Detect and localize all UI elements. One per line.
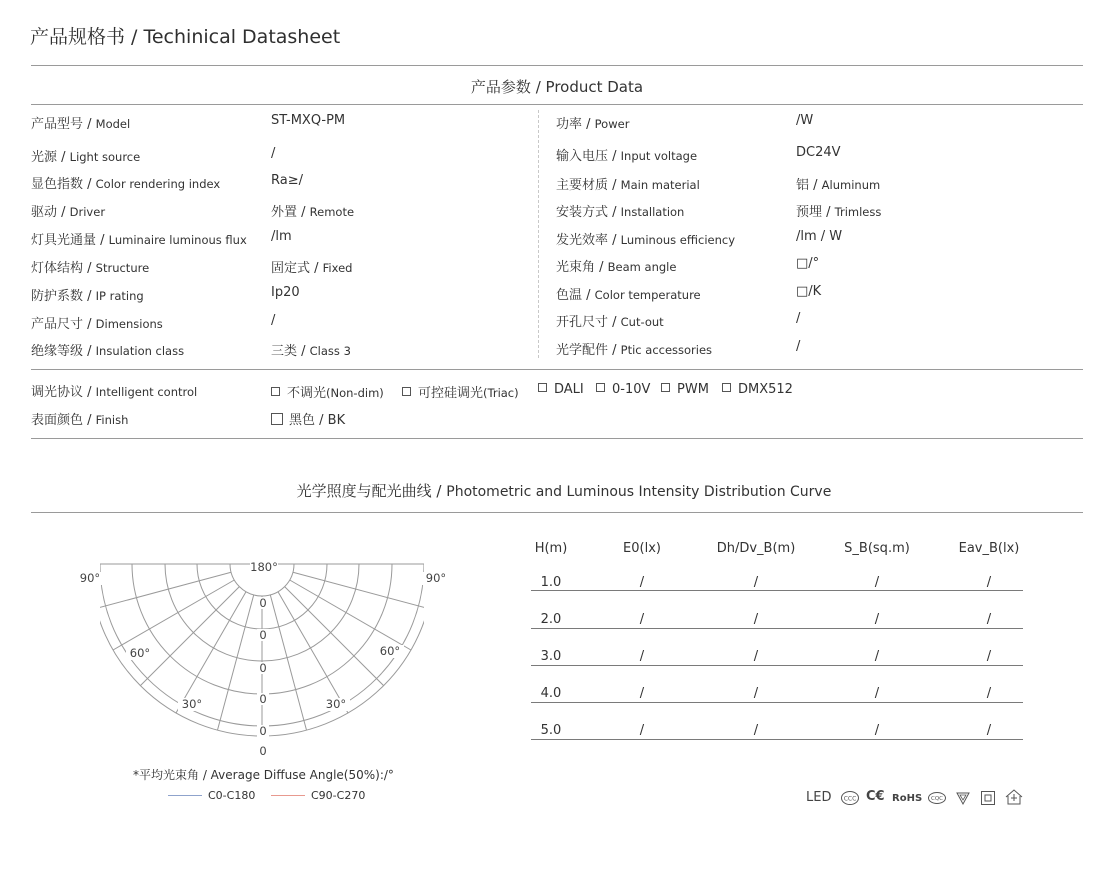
spec-value-en: Remote bbox=[309, 205, 355, 219]
spec-label bbox=[556, 174, 700, 193]
finish-value bbox=[271, 409, 345, 428]
table-cell: / bbox=[986, 686, 992, 701]
spec-label bbox=[31, 313, 163, 332]
table-cell: / bbox=[874, 723, 880, 738]
spec-value-text: DC24V bbox=[796, 145, 841, 160]
divider bbox=[31, 438, 1083, 439]
checkbox-icon bbox=[722, 383, 731, 392]
spec-label-en: Luminaire luminous flux bbox=[108, 233, 247, 247]
photometric-title bbox=[0, 480, 1114, 501]
table-cell: / bbox=[874, 686, 880, 701]
table-cell: / bbox=[639, 723, 645, 738]
polar-radial-value: 0 bbox=[259, 724, 267, 738]
legend-c90 bbox=[271, 789, 365, 802]
spec-value bbox=[271, 113, 345, 128]
spec-value bbox=[796, 145, 841, 160]
table-cell: / bbox=[874, 575, 880, 590]
spec-label-en: Input voltage bbox=[620, 149, 698, 163]
spec-label-cn: 绝缘等级 / bbox=[31, 344, 92, 359]
control-option-en: (Triac) bbox=[483, 386, 519, 400]
spec-label-cn: 显色指数 / bbox=[31, 177, 92, 192]
finish-label-cn: 表面颜色 / bbox=[31, 413, 92, 428]
spec-value bbox=[796, 256, 819, 271]
control-option bbox=[596, 382, 650, 397]
spec-label bbox=[31, 113, 130, 132]
finish-value-text: 黑色 / BK bbox=[289, 413, 346, 428]
table-row-line bbox=[531, 665, 1023, 666]
photometric-title-en: Photometric and Luminous Intensity Distribution Curve bbox=[446, 484, 832, 500]
spec-value-text: □/K bbox=[796, 284, 822, 299]
table-header: Eav_B(lx) bbox=[958, 541, 1020, 556]
table-cell: / bbox=[639, 649, 645, 664]
polar-spoke bbox=[113, 580, 234, 650]
spec-value bbox=[271, 313, 275, 328]
table-cell: / bbox=[753, 575, 759, 590]
spec-value bbox=[796, 229, 842, 244]
spec-label bbox=[556, 201, 684, 220]
table-cell: / bbox=[639, 686, 645, 701]
polar-spoke bbox=[140, 587, 239, 686]
table-cell: / bbox=[753, 649, 759, 664]
cqc-text: CQC bbox=[930, 796, 944, 802]
polar-spoke bbox=[285, 587, 384, 686]
polar-angle-label: 90° bbox=[79, 571, 101, 585]
spec-label-cn: 安装方式 / bbox=[556, 205, 617, 220]
spec-value-text: /W bbox=[796, 113, 814, 128]
table-cell: 3.0 bbox=[540, 649, 562, 664]
table-header: H(m) bbox=[534, 541, 568, 556]
control-option-cn: 不调光 bbox=[287, 386, 327, 401]
control-option bbox=[402, 382, 519, 401]
spec-value-text: 固定式 / bbox=[271, 261, 319, 276]
table-cell: / bbox=[986, 649, 992, 664]
spec-label-cn: 产品型号 / bbox=[31, 117, 92, 132]
spec-label-cn: 灯具光通量 / bbox=[31, 233, 105, 248]
control-option-cn: 0-10V bbox=[612, 382, 651, 397]
spec-label-cn: 输入电压 / bbox=[556, 149, 617, 164]
checkbox-icon bbox=[402, 387, 411, 396]
divider bbox=[31, 512, 1083, 513]
spec-value bbox=[796, 339, 800, 354]
spec-value-text: 预埋 / bbox=[796, 205, 831, 220]
spec-value-en: Class 3 bbox=[309, 344, 351, 358]
spec-value-text: / bbox=[796, 339, 801, 354]
finish-label-en: Finish bbox=[95, 413, 129, 427]
spec-label bbox=[31, 257, 149, 276]
spec-label-en: Light source bbox=[69, 150, 141, 164]
table-row-line bbox=[531, 590, 1023, 591]
table-cell: 1.0 bbox=[540, 575, 562, 590]
spec-label-cn: 光学配件 / bbox=[556, 343, 617, 358]
spec-value bbox=[271, 229, 292, 244]
polar-spoke bbox=[290, 580, 411, 650]
control-option bbox=[538, 382, 584, 397]
ccc-icon bbox=[840, 790, 860, 806]
polar-angle-label: 90° bbox=[425, 571, 447, 585]
polar-spoke bbox=[176, 592, 246, 713]
polar-radial-value: 0 bbox=[259, 661, 267, 675]
spec-value bbox=[796, 201, 881, 220]
spec-value bbox=[271, 173, 303, 188]
table-cell: / bbox=[986, 612, 992, 627]
spec-label bbox=[31, 146, 140, 165]
triangle-icon bbox=[955, 790, 971, 806]
table-row-line bbox=[531, 702, 1023, 703]
spec-value bbox=[271, 285, 300, 300]
table-cell: / bbox=[874, 649, 880, 664]
double-insulation-icon bbox=[980, 790, 996, 806]
polar-radial-value: 0 bbox=[259, 692, 267, 706]
table-cell: 5.0 bbox=[540, 723, 562, 738]
spec-value bbox=[271, 340, 351, 359]
spec-value bbox=[796, 284, 821, 299]
polar-angle-label: 60° bbox=[129, 646, 151, 660]
spec-label-cn: 光源 / bbox=[31, 150, 66, 165]
table-cell: 2.0 bbox=[540, 612, 562, 627]
spec-label-en: Dimensions bbox=[95, 317, 163, 331]
spec-label bbox=[31, 229, 247, 248]
control-label bbox=[31, 381, 197, 400]
spec-value bbox=[271, 257, 352, 276]
polar-spoke bbox=[293, 572, 428, 608]
spec-label bbox=[556, 113, 629, 132]
product-data-title-cn: 产品参数 / bbox=[470, 78, 541, 96]
polar-caption: *平均光束角 / Average Diffuse Angle(50%):/° bbox=[133, 768, 394, 782]
spec-value-en: Fixed bbox=[322, 261, 353, 275]
spec-label-cn: 色温 / bbox=[556, 288, 591, 303]
divider bbox=[31, 65, 1083, 66]
polar-spoke bbox=[217, 595, 253, 730]
ce-mark: C€ bbox=[866, 789, 885, 804]
spec-value bbox=[271, 146, 275, 161]
led-mark: LED bbox=[806, 790, 832, 805]
spec-label bbox=[556, 256, 676, 275]
table-cell: / bbox=[753, 686, 759, 701]
spec-value-en: Aluminum bbox=[821, 178, 881, 192]
spec-value-text: /lm / W bbox=[796, 229, 843, 244]
polar-spoke bbox=[96, 572, 231, 608]
spec-label-cn: 光束角 / bbox=[556, 260, 604, 275]
spec-value-text: / bbox=[271, 146, 276, 161]
checkbox-icon bbox=[271, 387, 280, 396]
column-divider bbox=[538, 110, 539, 358]
control-option bbox=[722, 382, 793, 397]
spec-value-text: Ra≥/ bbox=[271, 173, 303, 188]
table-cell: / bbox=[874, 612, 880, 627]
spec-label bbox=[556, 311, 664, 330]
spec-label-en: Power bbox=[594, 117, 630, 131]
legend-label: C0-C180 bbox=[208, 789, 256, 802]
spec-value-text: □/° bbox=[796, 256, 820, 271]
spec-label bbox=[556, 339, 712, 358]
polar-radial-value: 0 bbox=[259, 744, 267, 758]
spec-label-cn: 驱动 / bbox=[31, 205, 66, 220]
spec-label-cn: 开孔尺寸 / bbox=[556, 315, 617, 330]
polar-spoke bbox=[270, 595, 306, 730]
table-cell: / bbox=[753, 612, 759, 627]
spec-label-en: Driver bbox=[69, 205, 106, 219]
cqc-icon bbox=[927, 790, 947, 806]
control-option-cn: PWM bbox=[677, 382, 709, 397]
table-cell: / bbox=[986, 575, 992, 590]
spec-value-text: / bbox=[271, 313, 276, 328]
spec-label-en: Cut-out bbox=[620, 315, 664, 329]
polar-radial-value: 0 bbox=[259, 628, 267, 642]
polar-radial-value: 0 bbox=[259, 596, 267, 610]
spec-value-text: 三类 / bbox=[271, 344, 306, 359]
control-option-cn: DALI bbox=[554, 382, 584, 397]
polar-angle-label: 30° bbox=[181, 697, 203, 711]
spec-label-en: Beam angle bbox=[607, 260, 677, 274]
polar-angle-label: 180° bbox=[250, 560, 278, 574]
spec-label bbox=[31, 173, 220, 192]
polar-angle-label: 60° bbox=[379, 644, 401, 658]
spec-label-en: Insulation class bbox=[95, 344, 185, 358]
spec-label-cn: 功率 / bbox=[556, 117, 591, 132]
spec-label-en: Structure bbox=[95, 261, 150, 275]
control-option-en: (Non-dim) bbox=[326, 386, 384, 400]
spec-value bbox=[271, 201, 354, 220]
spec-value-text: 铝 / bbox=[796, 178, 818, 193]
spec-label-en: IP rating bbox=[95, 289, 144, 303]
spec-label-en: Luminous efficiency bbox=[620, 233, 736, 247]
legend-label: C90-C270 bbox=[311, 789, 366, 802]
spec-label bbox=[31, 201, 105, 220]
divider bbox=[31, 369, 1083, 370]
polar-distribution-chart bbox=[52, 538, 472, 758]
spec-label-en: Color rendering index bbox=[95, 177, 221, 191]
legend-line bbox=[271, 795, 305, 796]
legend-line bbox=[168, 795, 202, 796]
spec-label-cn: 灯体结构 / bbox=[31, 261, 92, 276]
control-option bbox=[271, 382, 384, 401]
table-header: E0(lx) bbox=[623, 541, 661, 556]
spec-value bbox=[796, 174, 880, 193]
checkbox-icon bbox=[596, 383, 605, 392]
indoor-use-icon bbox=[1004, 788, 1024, 806]
spec-value-en: Trimless bbox=[834, 205, 882, 219]
page-title: 产品规格书 / Techinical Datasheet bbox=[30, 26, 341, 48]
control-label-cn: 调光协议 / bbox=[31, 385, 92, 400]
spec-label-en: Color temperature bbox=[594, 288, 701, 302]
spec-label-cn: 防护系数 / bbox=[31, 289, 92, 304]
polar-labels bbox=[76, 560, 450, 758]
spec-value bbox=[796, 311, 800, 326]
spec-label bbox=[31, 285, 144, 304]
finish-label bbox=[31, 409, 128, 428]
photometric-title-cn: 光学照度与配光曲线 / bbox=[296, 482, 442, 500]
polar-spoke bbox=[278, 592, 348, 713]
spec-value-text: /lm bbox=[271, 229, 292, 244]
table-header: S_B(sq.m) bbox=[844, 541, 910, 556]
polar-angle-label: 30° bbox=[325, 697, 347, 711]
ccc-text: CCC bbox=[843, 795, 857, 803]
product-data-title-en: Product Data bbox=[545, 78, 644, 96]
checkbox-icon bbox=[661, 383, 670, 392]
divider bbox=[31, 104, 1083, 105]
spec-label-en: Main material bbox=[620, 178, 700, 192]
spec-label-cn: 产品尺寸 / bbox=[31, 317, 92, 332]
table-cell: / bbox=[639, 575, 645, 590]
table-cell: / bbox=[753, 723, 759, 738]
spec-label-cn: 主要材质 / bbox=[556, 178, 617, 193]
spec-label-en: Installation bbox=[620, 205, 685, 219]
control-label-en: Intelligent control bbox=[95, 385, 198, 399]
spec-value-text: 外置 / bbox=[271, 205, 306, 220]
control-option-cn: 可控硅调光 bbox=[418, 386, 484, 401]
legend-c0 bbox=[168, 789, 255, 802]
table-row-line bbox=[531, 739, 1023, 740]
table-cell: / bbox=[639, 612, 645, 627]
spec-label-cn: 发光效率 / bbox=[556, 233, 617, 248]
spec-label bbox=[556, 229, 735, 248]
spec-label bbox=[556, 145, 697, 164]
control-option-cn: DMX512 bbox=[738, 382, 793, 397]
rohs-mark: RoHS bbox=[892, 793, 923, 804]
spec-value-text: Ip20 bbox=[271, 285, 300, 300]
spec-label-en: Ptic accessories bbox=[620, 343, 713, 357]
table-cell: 4.0 bbox=[540, 686, 562, 701]
control-option bbox=[661, 382, 709, 397]
spec-value-text: ST-MXQ-PM bbox=[271, 113, 346, 128]
table-header: Dh/Dv_B(m) bbox=[716, 541, 796, 556]
table-cell: / bbox=[986, 723, 992, 738]
product-data-title bbox=[0, 76, 1114, 97]
spec-label bbox=[31, 340, 184, 359]
spec-label-en: Model bbox=[95, 117, 131, 131]
table-row-line bbox=[531, 628, 1023, 629]
spec-value bbox=[796, 113, 813, 128]
spec-label bbox=[556, 284, 701, 303]
spec-value-text: / bbox=[796, 311, 801, 326]
checkbox-icon bbox=[271, 413, 283, 425]
checkbox-icon bbox=[538, 383, 547, 392]
